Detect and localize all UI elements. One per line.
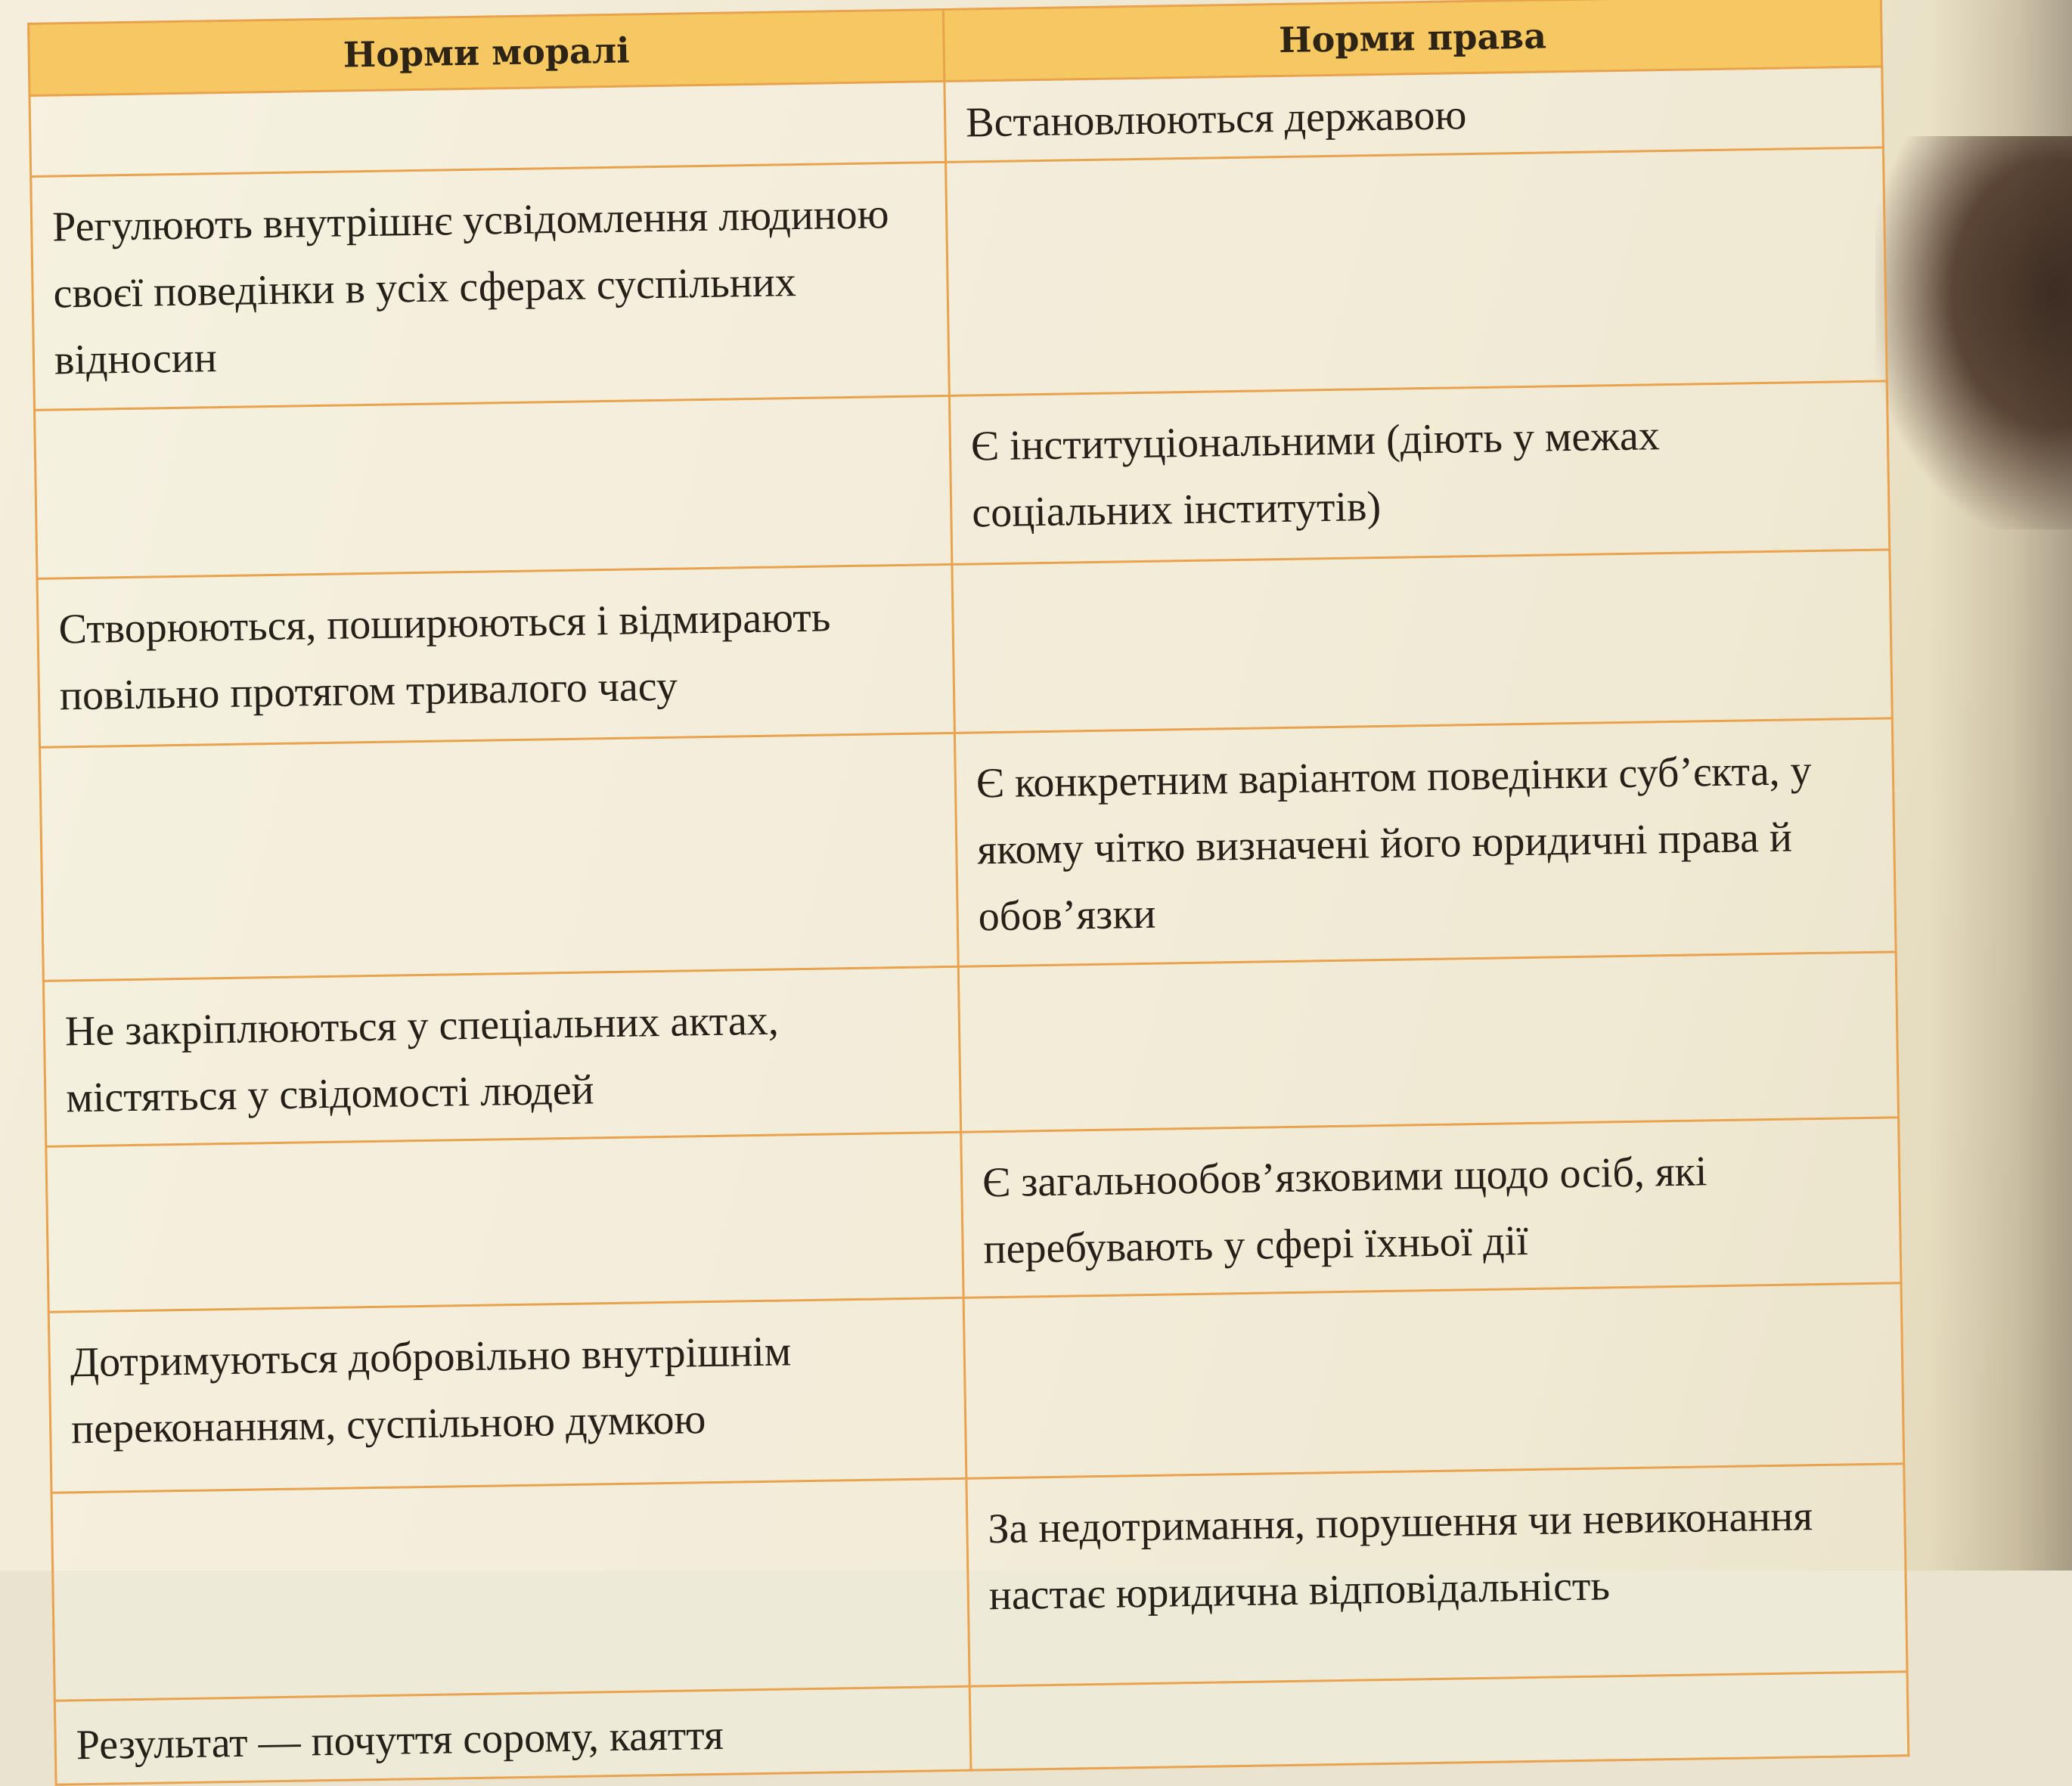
cell-morality: Не закріплюються у спеціальних актах, містяться у свідомості людей xyxy=(43,966,960,1146)
table-row xyxy=(35,381,1890,578)
cell-law xyxy=(958,952,1898,1132)
header-law-norms: Норми права xyxy=(943,0,1881,81)
comparison-table-container xyxy=(27,0,1907,1786)
table-row xyxy=(51,1464,1907,1701)
cell-morality: Результат — почуття сорому, каяття xyxy=(54,1686,971,1784)
table-row xyxy=(40,718,1897,981)
table-row xyxy=(48,1283,1903,1493)
cell-morality xyxy=(46,1132,963,1312)
table-row xyxy=(31,147,1887,410)
cell-law: Є конкретним варіантом поведінки суб’єкта, у якому чітко визначені його юридичні права й обов’язки xyxy=(954,718,1896,966)
cell-law xyxy=(946,147,1887,395)
cell-morality: Створюються, поширюються і відмирають повільно протягом тривалого часу xyxy=(37,564,954,747)
cell-law xyxy=(963,1283,1904,1478)
page-edge xyxy=(1928,0,2072,1571)
cell-morality xyxy=(51,1478,969,1701)
comparison-table xyxy=(27,0,1909,1786)
cell-morality xyxy=(35,395,952,578)
cell-law: Є загальнообов’язковими щодо осіб, які перебувають у сфері їхньої дії xyxy=(961,1118,1901,1298)
cell-morality: Регулюють внутрішнє усвідомлення людиною своєї поведінки в усіх сферах суспільних відносин xyxy=(31,162,950,410)
cell-law: За недотримання, порушення чи невиконання настає юридична відповідальність xyxy=(966,1464,1907,1686)
cell-morality xyxy=(29,81,946,176)
cell-law xyxy=(952,550,1892,733)
table-row xyxy=(37,550,1892,747)
cell-law: Є інституціональними (діють у межах соціальних інститутів) xyxy=(949,381,1889,564)
cell-morality: Дотримуються добровільно внутрішнім переконанням, суспільною думкою xyxy=(48,1298,966,1493)
header-morality-norms: Норми моралі xyxy=(29,9,944,95)
cell-law: Встановлюються державою xyxy=(944,67,1884,162)
cell-morality xyxy=(40,733,959,981)
table-row xyxy=(46,1118,1901,1312)
table-row xyxy=(43,952,1898,1146)
cell-law xyxy=(969,1672,1909,1770)
